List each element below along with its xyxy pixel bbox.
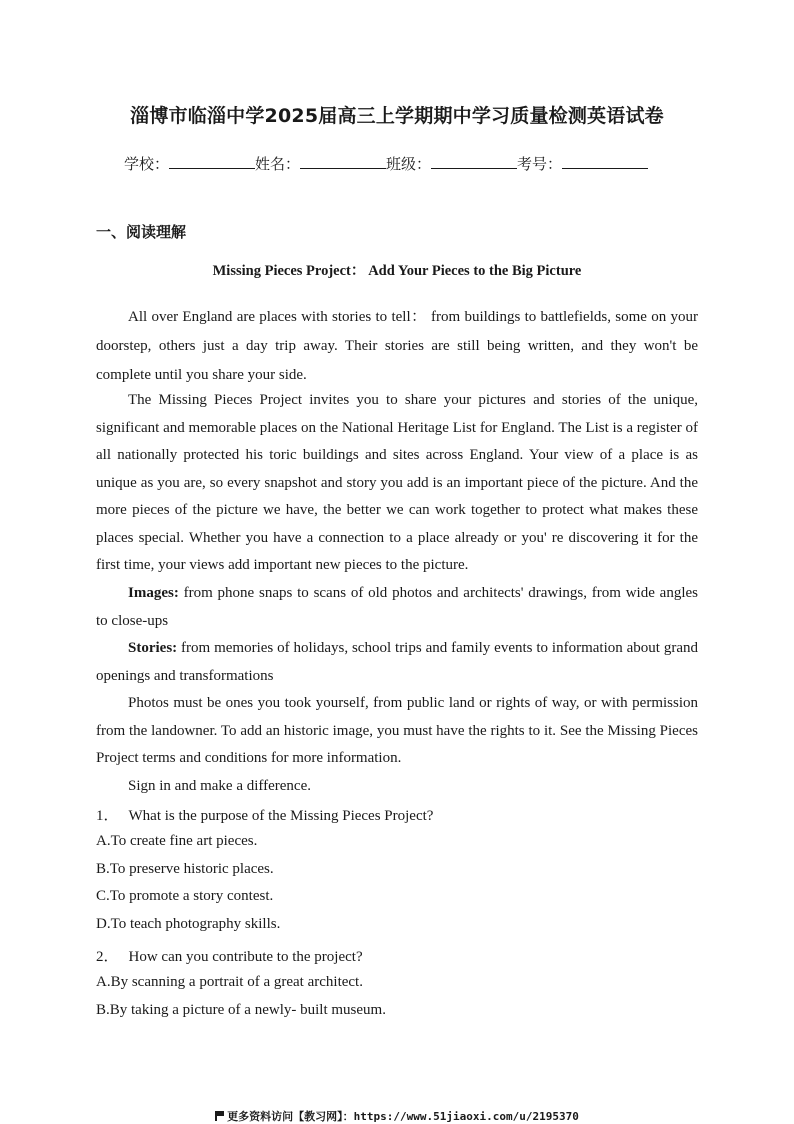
exam-number-blank[interactable] — [562, 154, 648, 169]
passage-paragraph-2: The Missing Pieces Project invites you to share your pictures and stories of the unique, significant and memorable places on the National Heritage List for England. The List is a register of all nationally protected his toric buildings and sites across England. Your view of a place is as unique as you are, so every snapshot and story you add is an important piece of the picture. And the more pieces of the picture we have, the better we can work together to protect what makes these places special. Whether you have a connection to a place already or you' re discovering it for the first time, your views add important new pieces to the picture. — [96, 392, 698, 573]
images-label: Images: — [128, 585, 179, 601]
school-field — [124, 153, 255, 174]
stories-text: from memories of holidays, school trips and family events to information about grand openings and transformations — [96, 640, 698, 684]
passage-paragraph-1: All over England are places with stories to tell： from buildings to battlefields, some on your doorstep, others just a day trip away. Their stories are still being written, and they won't be complete until you share your side. — [96, 309, 698, 383]
class-field — [386, 153, 517, 174]
name-blank[interactable] — [300, 154, 386, 169]
exam-title: 淄博市临淄中学2025届高三上学期期中学习质量检测英语试卷 — [130, 105, 664, 127]
question-1-option-d[interactable]: D.To teach photography skills. — [96, 916, 281, 932]
footer-link[interactable] — [0, 1108, 794, 1124]
question-1-stem: What is the purpose of the Missing Pieces Project? — [128, 808, 434, 824]
question-1-number: 1． — [96, 808, 119, 824]
question-1-option-c[interactable]: C.To promote a story contest. — [96, 888, 274, 904]
class-label: 班级： — [386, 155, 432, 173]
question-1-option-b[interactable]: B.To preserve historic places. — [96, 861, 274, 877]
passage-paragraph-5: Photos must be ones you took yourself, from public land or rights of way, or with permission from the landowner. To add an historic image, you must have the rights to it. See the Missing Pieces Project terms and conditions for more information. — [96, 695, 698, 766]
question-1 — [96, 804, 433, 825]
passage-paragraph-6: Sign in and make a difference. — [128, 778, 311, 794]
question-2 — [96, 945, 363, 966]
section-heading: 一、阅读理解 — [96, 223, 187, 241]
flag-icon — [215, 1111, 224, 1121]
school-blank[interactable] — [169, 154, 255, 169]
stories-label: Stories: — [128, 640, 178, 656]
passage-stories-paragraph — [96, 635, 698, 690]
passage-title: Missing Pieces Project： Add Your Pieces to the Big Picture — [212, 263, 582, 279]
question-2-option-b[interactable]: B.By taking a picture of a newly- built museum. — [96, 1002, 386, 1018]
name-label: 姓名： — [255, 155, 301, 173]
footer-text: 更多资料访问【教习网】：https://www.51jiaoxi.com/u/2195370 — [227, 1110, 579, 1123]
question-2-number: 2． — [96, 949, 119, 965]
school-label: 学校： — [124, 155, 170, 173]
class-blank[interactable] — [431, 154, 517, 169]
question-1-option-a[interactable]: A.To create fine art pieces. — [96, 833, 258, 849]
question-2-stem: How can you contribute to the project? — [128, 949, 363, 965]
question-2-option-a[interactable]: A.By scanning a portrait of a great architect. — [96, 974, 363, 990]
exam-number-field — [517, 153, 648, 174]
name-field — [255, 153, 386, 174]
images-text: from phone snaps to scans of old photos and architects' drawings, from wide angles to close-ups — [96, 585, 698, 629]
student-info-row — [124, 153, 648, 174]
exam-number-label: 考号： — [517, 155, 563, 173]
passage-images-paragraph — [96, 580, 698, 635]
